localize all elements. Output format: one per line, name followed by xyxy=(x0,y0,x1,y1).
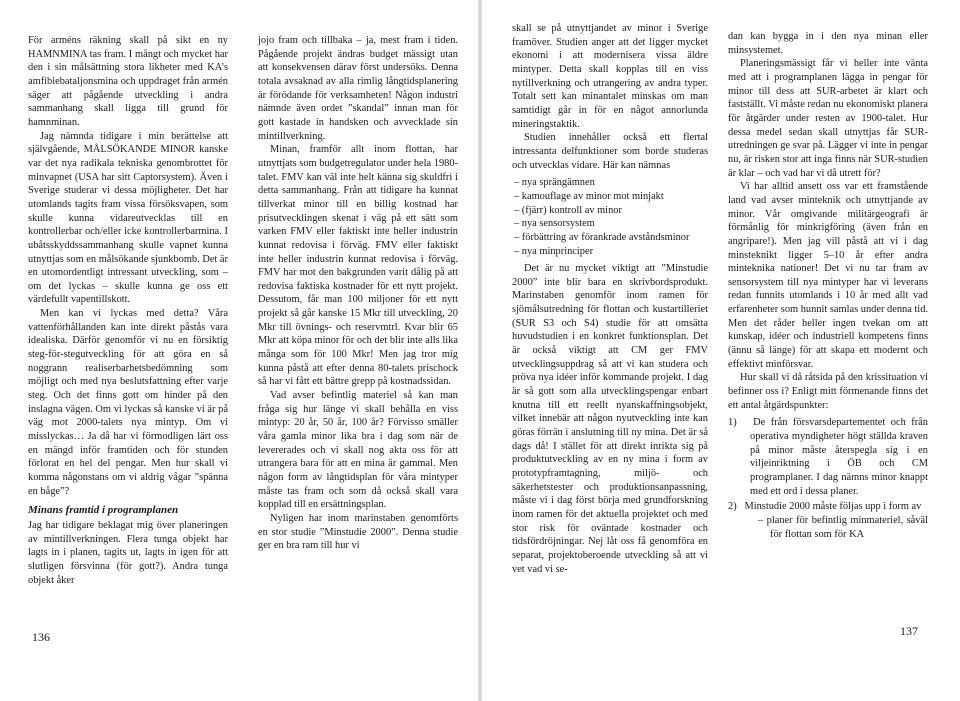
list-item: – (fjärr) kontroll av minor xyxy=(514,204,622,216)
paragraph: Planeringsmässigt får vi heller inte vänta med att i programplanen lägga in pengar för minor till dess att SUR-arbetet är klart och fastställt. Vi måste redan nu ekonomiskt planera för åtgärder under resten av 1900-talet. Hur dessa medel sedan skall utnyttjas får SUR-utredningen ge svar på. Lägger vi inte in pengar nu, är risken stor att inga finns när SUR-studien är klar – och vad har vi då utrett för? xyxy=(728,58,928,179)
right-page xyxy=(480,0,960,701)
numbered-list xyxy=(728,416,928,541)
item-text: De från försvarsdepartementet och från operativa myndigheter högt ställda kraven på minor måste återspegla sig i en viljeinriktning i ÖB och CM programplaner. I dag nämns minor knappt med ett ord i dessa planer. xyxy=(750,417,928,497)
item-number: 1) xyxy=(728,417,737,429)
paragraph: Vi har alltid ansett oss var ett framstående land vad avser minteknik och utnyttjande av minor. Vår omgivande militärgeografi är förmånlig för minkrigföring (även från en angripare!). Men jag vill påstå att vi i dag minsteknikt ligger 5–10 år efter andra minteknika nationer! Det vi nu tar fram av sensorsystem till nya mintyper har vi leverans redan funnits utomlands i 10 år med allt vad erfarenheter som hunnit samlas under denna tid. Men det råder heller ingen tvekan om att kunskap, idéer och industriell kompetens finns (ännu så länge) för att skapa ett modernt och effektivt minförsvar. xyxy=(728,181,928,370)
paragraph: Studien innehåller också ett flertal intressanta delfunktioner som borde studeras och utvecklas vidare. Här kan nämnas xyxy=(512,132,708,171)
paragraph: skall se på utnyttjandet av minor i Sverige framöver. Studien anger att det ligger mycket ekonomi i att modernisera vissa äldre mintyper. Detta skall kopplas till en viss nytillverkning och utrangering av andra typer. Totalt sett kan minantalet minskas om man samtidigt går in för en något annorlunda mineringstaktik. xyxy=(512,23,708,130)
list-item: – förbättring av förankrade avståndsminor xyxy=(514,231,690,243)
paragraph: Hur skall vi då råtsida på den krissituation vi befinner oss i? Enligt mitt förmenande finns det ett antal åtgärdspunkter: xyxy=(728,372,928,411)
section-heading: Minans framtid i programplanen xyxy=(28,504,179,517)
paragraph: Minan, framför allt inom flottan, har utnyttjats som budgetregulator under hela 1980-talet. FMV kan väl inte helt känna sig skuldfri i detta sammanhang. Från att tidigare ha kunnat tillverkat minor till en billig kostnad har prisutvecklingen skenat i väg på ett sätt som varken FMV eller faktiskt inte heller industrin kunnat redovisa i förväg. FMV eller faktiskt inte heller industrin kunnat redovisa i förväg. FMV har mot den bakgrunden varit dålig på att redovisa faktiska kostnader för ett nytt projekt. Dessutom, får man 100 miljoner för ett nytt projekt så går kanske 15 Mkr till utveckling, 20 Mkr till övnings- och reservmtrl. Kvar blir 65 Mkr att köpa minor för och det blir inte alls lika många som för 100 Mkr! Men jag tror mig kunna påstå att efter denna 80-talets prischock så har vi fått ett bättre grepp på kostnadssidan. xyxy=(258,144,458,388)
list-item: – kamouflage av minor mot minjakt xyxy=(514,190,664,202)
paragraph: Det är nu mycket viktigt att ”Minstudie 2000” inte blir bara en skrivbordsprodukt. Marinstaben genomför inom ramen för sjömålsutredning för flottan och kustartilleriet (SUR S3 och S4) studie för att omsätta huvudstudien i en konkret funktionsplan. Det är också viktigt att CM ger FMV utvecklingsuppdrag så att vi kan studera och pröva nya idéer inför kommande projekt. I dag är så gott som alla utvecklingspengar enbart knutna till ett reellt nyanskaffningsobjekt, vilket innebär att någon nyutveckling inte kan göras förrän i anslutning till ny mina. Det är så dags då! I stället för att direkt inrikta sig på produktutveckling av en ny mina i form av prototypframtagning, miljö- och säkerhetstester och produktionsanpassning, måste vi i dag först börja med grundforskning inom ramen för det aktuella projektet och med stor risk för oväntade kostnader och tidsfördröjningar. Nej låt oss få genomföra en separat, projektoberoende utveckling så att vi vet vad vi se- xyxy=(512,263,708,575)
right-column-2 xyxy=(728,30,928,543)
list-item: – nya sprängämnen xyxy=(514,177,595,189)
paragraph: dan kan bygga in i den nya minan eller minsystemet. xyxy=(728,31,928,56)
paragraph: Men kan vi lyckas med detta? Våra vattenförhållanden kan inte direkt påstås vara idealiska. Därför genomför vi nu en försiktig steg-för-stegutveckling för att göra en så noggrann realiserbarhetsbedömning som möjligt och med nya beslutsfattning efter varje steg. Och det finns gott om hinder på den inslagna vägen. Om vi lyckas så kanske vi är på väg mot 2000-talets nya mintyp. Om vi misslyckas… Ja då har vi förmodligen lärt oss en mängd inför framtiden och för stunden förlorat en hel del pengar. Men hur skall vi komma någonstans om vi aldrig vågar ”spänna en båge”? xyxy=(28,308,228,497)
paragraph: Jag har tidigare beklagat mig över planeringen av mintillverkningen. Flera tunga objekt har lagts in i planen, tagits ut, lagts in igen för att slutligen försvinna (för gott?). Andra tunga objekt åker xyxy=(28,519,228,586)
list-item xyxy=(728,416,928,498)
right-column-1 xyxy=(512,22,708,576)
sub-item: – planer för befintlig minmateriel, såväl för flottan som för KA xyxy=(758,514,928,540)
item-text: Minstudie 2000 måste följas upp i form av xyxy=(744,501,922,513)
paragraph: jojo fram och tillbaka – ja, mest fram i tiden. Pågående projekt ändras budget mässigt utan att konsekvensen därav först undersöks. Denna totala avsaknad av alla rimlig långtidsplanering är förödande för verksamheten! Någon industri nämnde även ordet ”skandal” innan man för gott kastade in handsken och avvecklade sin mintillverkning. xyxy=(258,35,458,142)
left-column-1 xyxy=(28,34,228,587)
page-number: 137 xyxy=(900,624,918,638)
list-item: – nya minprinciper xyxy=(514,245,594,257)
page-number: 136 xyxy=(32,630,50,644)
paragraph: För arméns räkning skall på sikt en ny HAMNMINA tas fram. I mångt och mycket har den i sin målsättning stora likheter med KA’s amfibiebataljonsmina och uppdraget från armén säger att pågående utveckling i andra sammanhang skall ligga till grund för hamnminan. xyxy=(28,35,228,128)
paragraph: Nyligen har inom marinstaben genomförts en stor studie ”Minstudie 2000”. Denna studie ger en bra ram till hur vi xyxy=(258,512,458,552)
paragraph: Vad avser befintlig materiel så kan man fråga sig hur länge vi skall behålla en viss mintyp: 20 år, 50 år, 100 år? Förvisso smäller våra gamla minor lika bra i dag som när de levererades och vi skall nog akta oss för att utrangera bara för att en mina är gammal. Men någon form av långtidsplan för våra mintyper måste tas fram och som då också skall vara kopplad till en ersättningsplan. xyxy=(258,390,458,511)
item-number: 2) xyxy=(728,501,737,513)
list xyxy=(512,176,708,258)
list-item xyxy=(728,500,928,541)
list-item: – nya sensorsystem xyxy=(514,218,595,230)
left-column-2 xyxy=(258,34,458,553)
paragraph: Jag nämnda tidigare i min berättelse att självgående, MÅLSÖKANDE MINOR kanske var det nya radikala tekniska genombrottet för minvapnet (USA har sitt Captorsystem). Även i Sverige studerar vi dessa möjligheter. Det har utomlands tagits fram vissa försöksvapen, som skulle kunna vidareutvecklas till en kontrollerbar och/eller icke kontrollerbarmina. I ubåtsskyddssammanhang skulle vapnet kunna utnyttjas som en målsökande sjunkbomb. Det är en utomordentligt intressant utveckling, som – om det lyckas – skulle kunna ge oss ett värdefullt vapentillskott. xyxy=(28,130,228,306)
